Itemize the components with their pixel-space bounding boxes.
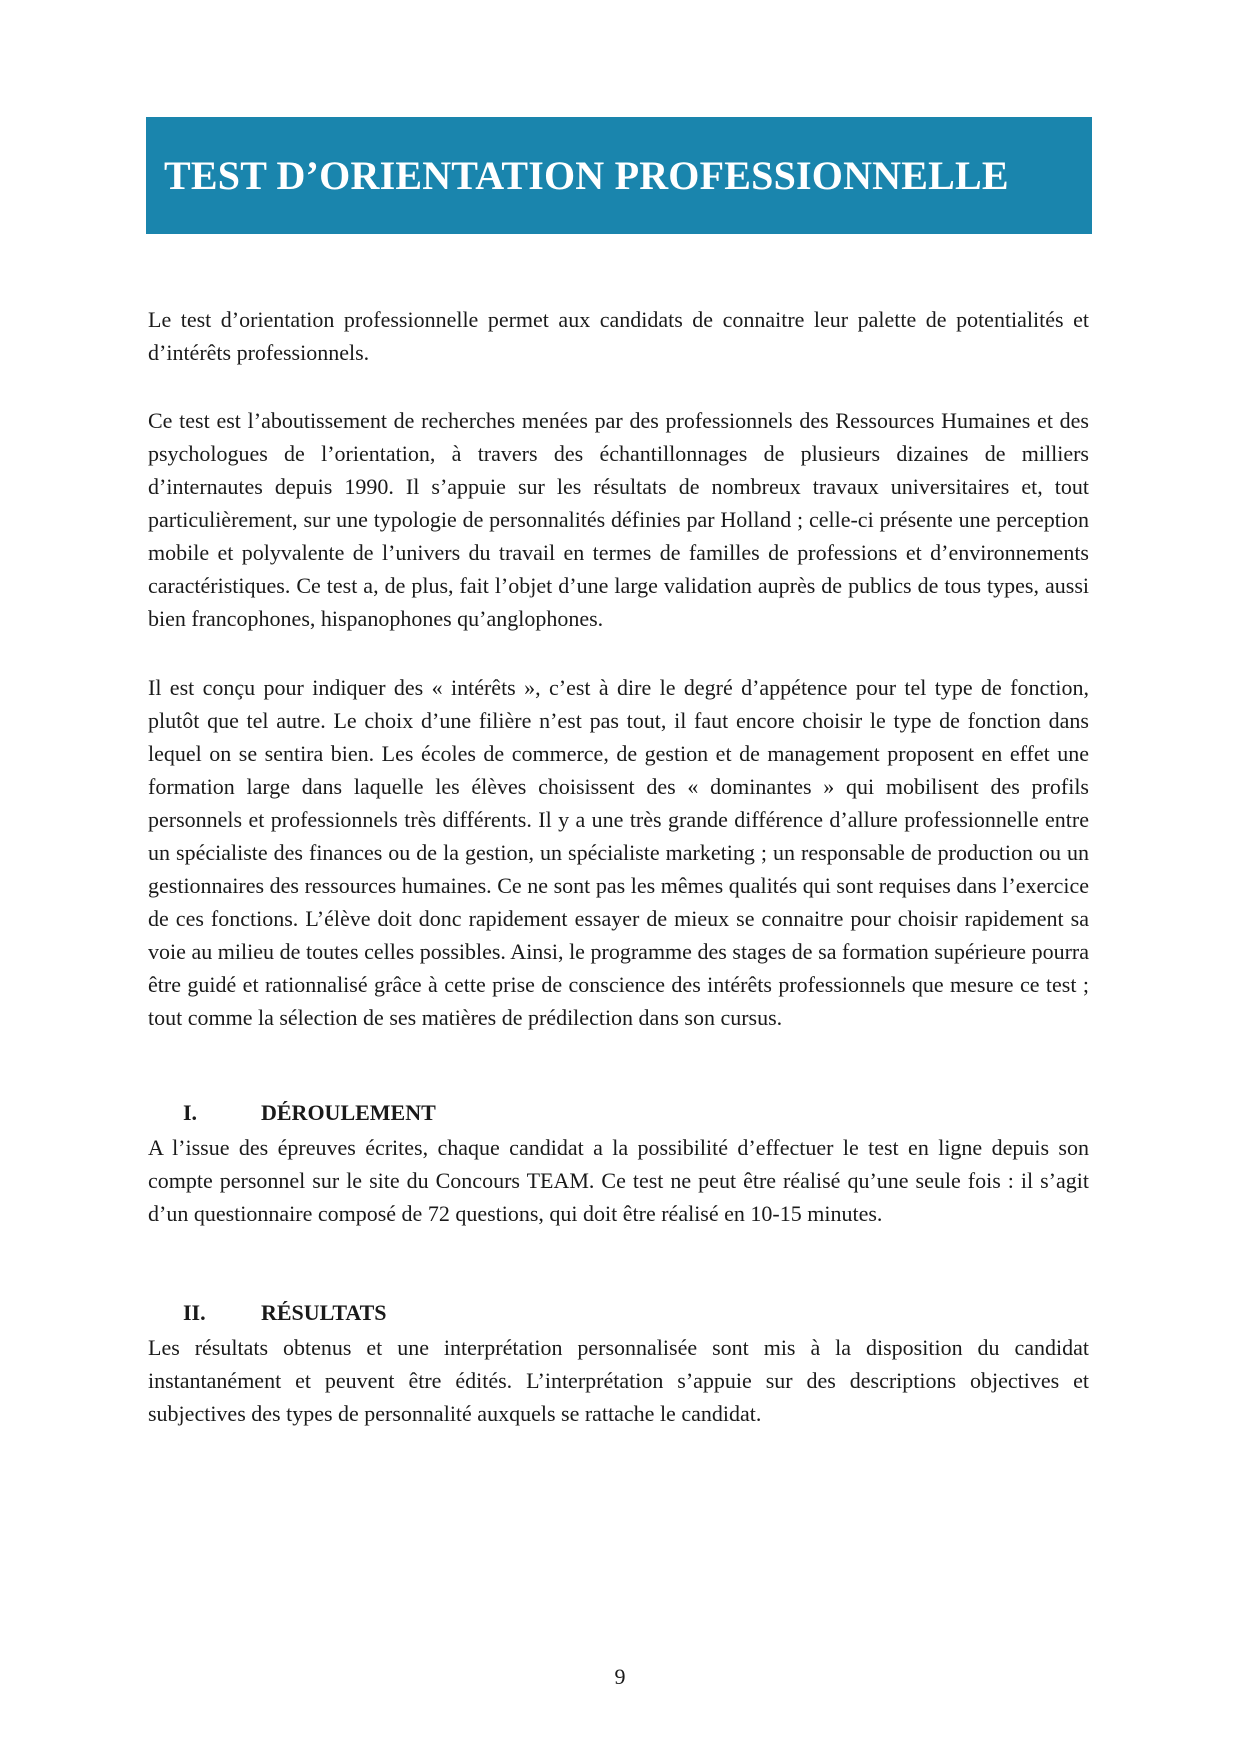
page-title: TEST D’ORIENTATION PROFESSIONNELLE [164,153,1009,198]
section-title: DÉROULEMENT [261,1100,436,1125]
resultats-paragraph: Les résultats obtenus et une interprétation personnalisée sont mis à la disposition du candidat instantanément et peuvent être édités. L’interprétation s’appuie sur des descriptions objectives et subjectives des types de personnalité auxquels se rattache le candidat. [148,1335,1089,1426]
section-number: I. [183,1100,198,1125]
intro-paragraph: Le test d’orientation professionnelle permet aux candidats de connaitre leur palette de potentialités et d’intérêts professionnels. [148,307,1089,365]
section-heading-resultats [148,1296,1089,1329]
section-heading-deroulement [148,1096,1089,1129]
page-number: 9 [614,1664,626,1689]
interests-paragraph: Il est conçu pour indiquer des « intérêts », c’est à dire le degré d’appétence pour tel type de fonction, plutôt que tel autre. Le choix d’une filière n’est pas tout, il faut encore choisir le type de fonction dans lequel on se sentira bien. Les écoles de commerce, de gestion et de management proposent en effet une formation large dans laquelle les élèves choisissent des « dominantes » qui mobilisent des profils personnels et professionnels très différents. Il y a une très grande différence d’allure professionnelle entre un spécialiste des finances ou de la gestion, un spécialiste marketing ; un responsable de production ou un gestionnaires des ressources humaines. Ce ne sont pas les mêmes qualités qui sont requises dans l’exercice de ces fonctions. L’élève doit donc rapidement essayer de mieux se connaitre pour choisir rapidement sa voie au milieu de toutes celles possibles. Ainsi, le programme des stages de sa formation supérieure pourra être guidé et rationnalisé grâce à cette prise de conscience des intérêts professionnels que mesure ce test ; tout comme la sélection de ses matières de prédilection dans son cursus. [148,675,1089,1030]
deroulement-paragraph: A l’issue des épreuves écrites, chaque candidat a la possibilité d’effectuer le test en ligne depuis son compte personnel sur le site du Concours TEAM. Ce test ne peut être réalisé qu’une seule fois : il s’agit d’un questionnaire composé de 72 questions, qui doit être réalisé en 10-15 minutes. [148,1135,1089,1226]
research-paragraph: Ce test est l’aboutissement de recherches menées par des professionnels des Ressources Humaines et des psychologues de l’orientation, à travers des échantillonnages de plusieurs dizaines de milliers d’internautes depuis 1990. Il s’appuie sur les résultats de nombreux travaux universitaires et, tout particulièrement, sur une typologie de personnalités définies par Holland ; celle-ci présente une perception mobile et polyvalente de l’univers du travail en termes de familles de professions et d’environnements caractéristiques. Ce test a, de plus, fait l’objet d’une large validation auprès de publics de tous types, aussi bien francophones, hispanophones qu’anglophones. [148,408,1089,631]
title-banner [146,117,1092,234]
section-title: RÉSULTATS [261,1300,387,1325]
section-number: II. [183,1300,206,1325]
document-content [148,303,1089,1430]
